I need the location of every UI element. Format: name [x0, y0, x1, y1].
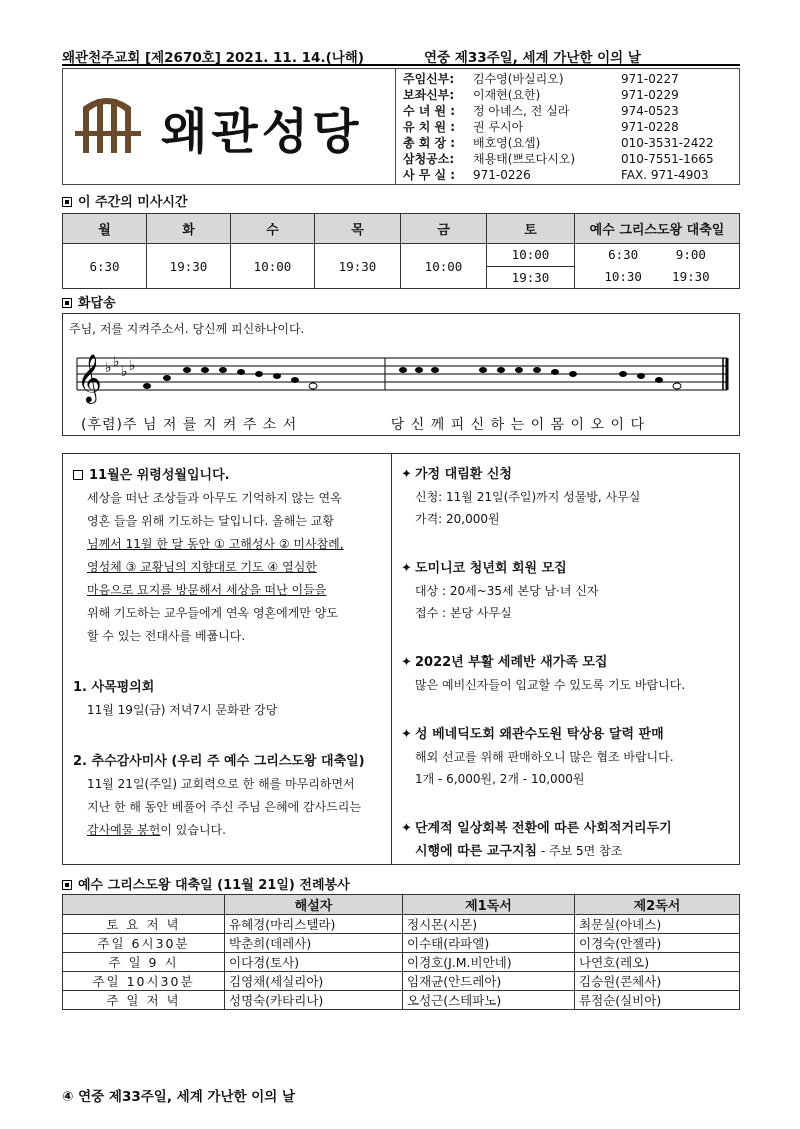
bulletin-header [62, 68, 740, 185]
day-header: 토 [487, 214, 575, 244]
day-header: 예수 그리스도왕 대축일 [575, 214, 740, 244]
star-bullet-icon: ✦ [401, 467, 412, 482]
church-name: 왜관성당 [161, 104, 363, 160]
svg-text:♭: ♭ [113, 354, 120, 370]
notice-heading: ✦ 가정 대림환 신청 [401, 464, 737, 486]
notice-text: 님께서 11월 한 달 동안 ① 고해성사 ② 미사참례, [87, 537, 344, 551]
svg-text:♭: ♭ [129, 358, 136, 374]
mass-time: 10:00 [401, 244, 487, 289]
mass-time: 19:30 [147, 244, 231, 289]
staff-row: 수 녀 원 : 정 아녜스, 전 실라 974-0523 [403, 104, 679, 118]
notice-heading: 2. 추수감사미사 (우리 주 예수 그리스도왕 대축일) [73, 754, 365, 769]
table-row: 토 요 저 녁 유혜경(마리스텔라) 정시몬(시몬) 최문실(아녜스) [63, 915, 740, 934]
notice-text: 많은 예비신자들이 입교할 수 있도록 기도 바랍니다. [415, 678, 686, 692]
day-header: 화 [147, 214, 231, 244]
notice-text: 마음으로 묘지를 방문해서 세상을 떠난 이들을 [87, 583, 327, 597]
liturgy-header: 제2독서 [575, 895, 740, 915]
square-bullet-icon [62, 197, 72, 207]
notice-text: 영성체 ③ 교황님의 지향대로 기도 ④ 열심한 [87, 560, 317, 574]
psalm-box [62, 313, 740, 436]
day-header: 목 [315, 214, 401, 244]
bulletin-topline [62, 44, 740, 66]
star-bullet-icon: ✦ [401, 727, 412, 742]
mass-time: 19:30 [315, 244, 401, 289]
notices-box [62, 453, 740, 865]
notice-text: 영혼 들을 위해 기도하는 달입니다. 올해는 교황 [87, 514, 334, 528]
music-staff-icon [63, 314, 739, 414]
staff-row: 유 치 원 : 권 루시아 971-0228 [403, 120, 679, 134]
notice-heading: ✦ 도미니코 청년회 회원 모집 [401, 558, 737, 580]
bulletin-sunday-title: 연중 제33주일, 세계 가난한 이의 날 [424, 50, 641, 66]
day-header: 금 [401, 214, 487, 244]
mass-time: 10:00 [231, 244, 315, 289]
notices-right-column [401, 464, 737, 863]
staff-directory [403, 71, 739, 183]
notice-text: 시행에 따른 교구지침 - 주보 5면 참조 [415, 844, 623, 859]
notice-text: 할 수 있는 전대사를 베풉니다. [87, 629, 246, 643]
square-bullet-icon [73, 470, 83, 480]
staff-row: 보좌신부: 이재현(요한) 971-0229 [403, 88, 679, 102]
notice-text: 접수 : 본당 사무실 [415, 606, 512, 620]
church-logo-icon [73, 93, 153, 163]
square-bullet-icon [62, 880, 72, 890]
staff-row: 삼청공소: 채용태(쁘로다시오) 010-7551-1665 [403, 152, 714, 166]
notice-text: 11월 21일(주일) 교회력으로 한 해를 마무리하면서 [87, 777, 355, 791]
notice-text: 지난 한 해 동안 베풀어 주신 주님 은혜에 감사드리는 [87, 800, 361, 814]
notice-heading: 11월은 위령성월입니다. [73, 464, 385, 487]
day-header: 월 [63, 214, 147, 244]
notice-heading: 1. 사목평의회 [73, 680, 155, 695]
liturgy-header: 해설자 [225, 895, 403, 915]
table-row: 주 일 저 녁 성명숙(카타리나) 오성근(스테파노) 류점순(실비아) [63, 991, 740, 1010]
staff-row: 총 회 장 : 배호영(요셉) 010-3531-2422 [403, 136, 714, 150]
notice-text: 위해 기도하는 교우들에게 연옥 영혼에게만 양도 [87, 606, 338, 620]
mass-time: 19:30 [487, 266, 575, 289]
liturgy-heading: 예수 그리스도왕 대축일 (11월 21일) 전례봉사 [62, 874, 350, 893]
day-header: 수 [231, 214, 315, 244]
notice-heading: ✦ 단계적 일상회복 전환에 따른 사회적거리두기 [401, 818, 737, 840]
notices-left-column [73, 464, 385, 842]
notice-heading: ✦ 성 베네딕도회 왜관수도원 탁상용 달력 판매 [401, 724, 737, 746]
svg-text:♭: ♭ [105, 360, 112, 376]
staff-row: 사 무 실 : 971-0226 FAX. 971-4903 [403, 168, 709, 182]
psalm-text: 주님, 저를 지켜주소서. 당신께 피신하나이다. [69, 322, 305, 336]
bulletin-issue: 왜관천주교회 [제2670호] 2021. 11. 14.(나해) [62, 50, 364, 66]
notice-text: 해외 선교를 위해 판매하오니 많은 협조 바랍니다. [415, 750, 674, 764]
column-divider [391, 454, 392, 864]
notice-text: 대상 : 20세~35세 본당 남·녀 신자 [415, 584, 599, 598]
mass-time: 10:00 [487, 244, 575, 267]
staff-row: 주임신부: 김수영(바실리오) 971-0227 [403, 72, 679, 86]
notice-text: 세상을 떠난 조상들과 아무도 기억하지 않는 연옥 [87, 491, 342, 505]
star-bullet-icon: ✦ [401, 821, 412, 836]
table-row: 주일 6시30분 박춘희(데레사) 이수태(라파엘) 이경숙(안젤라) [63, 934, 740, 953]
notice-text: 가격: 20,000원 [415, 512, 500, 526]
logo-area [63, 69, 396, 184]
square-bullet-icon [62, 298, 72, 308]
star-bullet-icon: ✦ [401, 655, 412, 670]
svg-text:♭: ♭ [121, 364, 128, 380]
notice-text: 신청: 11월 21일(주일)까지 성물방, 사무실 [415, 490, 641, 504]
svg-text:𝄞: 𝄞 [77, 353, 102, 402]
mass-times-table [62, 213, 740, 289]
psalm-heading: 화답송 [62, 292, 116, 311]
psalm-lyrics: (후렴)주 님 저 를 지 켜 주 소 서 당 신 께 피 신 하 는 이 몸 이 오 이 다 [81, 417, 645, 433]
mass-time: 6:30 [63, 244, 147, 289]
mass-time-sunday: 6:30 9:00 10:30 19:30 [575, 244, 740, 289]
notice-text: 11월 19일(금) 저녁7시 문화관 강당 [87, 703, 278, 717]
mass-times-heading: 이 주간의 미사시간 [62, 191, 188, 210]
liturgy-header: 제1독서 [403, 895, 575, 915]
star-bullet-icon: ✦ [401, 561, 412, 576]
page-footer: ④ 연중 제33주일, 세계 가난한 이의 날 [62, 1089, 296, 1105]
notice-heading: ✦ 2022년 부활 세례반 새가족 모집 [401, 652, 737, 674]
notice-text: 1개 - 6,000원, 2개 - 10,000원 [415, 772, 585, 786]
liturgy-table [62, 894, 740, 1010]
liturgy-header [63, 895, 225, 915]
table-row: 주일 10시30분 김영채(세실리아) 임재균(안드레아) 김승원(콘체사) [63, 972, 740, 991]
notice-text: 감사예물 봉헌이 있습니다. [87, 823, 226, 837]
table-row: 주 일 9 시 이다경(토사) 이경호(J.M.비안네) 나연호(레오) [63, 953, 740, 972]
